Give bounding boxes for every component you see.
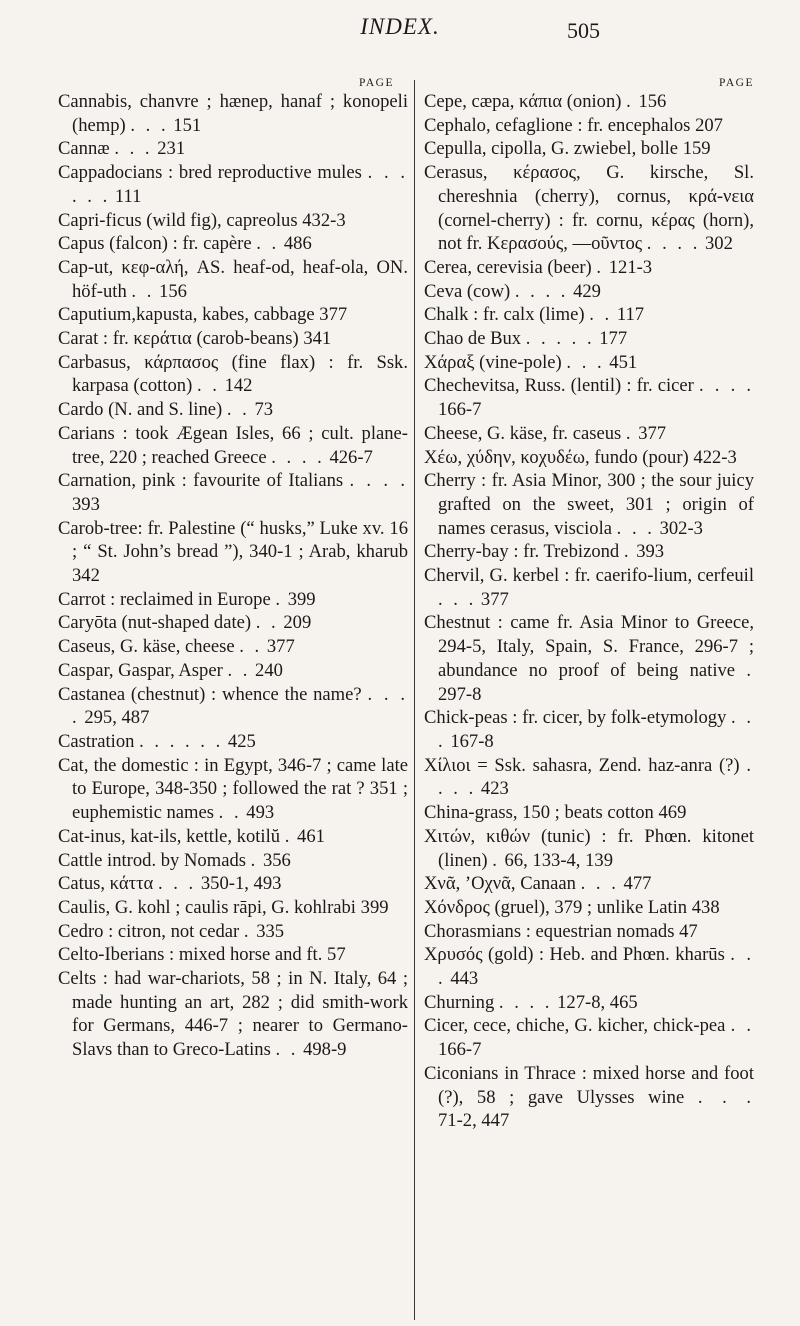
dot-leader: . [746, 659, 754, 681]
index-entry-list [424, 90, 754, 1133]
entry-page-reference: 342 [72, 565, 100, 587]
entry-text: Cat-inus, kat-ils, kettle, kotilŭ [58, 825, 281, 847]
dot-leader: . . [256, 233, 280, 255]
entry-page-reference: 240 [255, 659, 283, 681]
index-entry [424, 991, 754, 1015]
index-entry [58, 825, 408, 849]
entry-page-reference: 350-1, 493 [200, 873, 282, 895]
entry-page-reference: 302-3 [659, 517, 703, 539]
entry-text: Χιτών, κιθών (tunic) : fr. Phœn. kitonet (linen) [424, 825, 754, 871]
entry-page-reference: 231 [157, 138, 186, 160]
index-entry [424, 896, 754, 920]
entry-text: Cannæ [58, 138, 110, 160]
entry-text: Capri-ficus (wild fig), capreolus [58, 209, 298, 231]
dot-leader: . [250, 849, 259, 871]
entry-page-reference: 156 [638, 91, 667, 112]
dot-leader: . [492, 849, 500, 871]
index-entry [424, 540, 754, 564]
entry-page-reference: 451 [609, 351, 638, 373]
index-entry [424, 943, 754, 990]
index-entry [424, 611, 754, 706]
dot-leader: . . . [438, 707, 754, 752]
entry-page-reference: 335 [256, 920, 285, 942]
index-entry [58, 303, 408, 327]
index-entry [58, 327, 408, 351]
dot-leader: . [284, 825, 293, 847]
entry-page-reference: 377 [319, 304, 348, 326]
entry-text: Caulis, G. kohl ; caulis rāpi, G. kohlrabi [58, 896, 356, 918]
entry-page-reference: 477 [623, 873, 652, 895]
index-entry [424, 446, 754, 470]
entry-text: Ceva (cow) [424, 280, 511, 302]
column-divider [414, 80, 415, 1320]
entry-page-reference: 177 [599, 328, 628, 350]
entry-page-reference: 295, 487 [84, 707, 150, 729]
entry-text: Chechevitsa, Russ. (lentil) : fr. cicer [424, 375, 694, 397]
entry-page-reference: 341 [303, 328, 332, 350]
index-entry [424, 872, 754, 896]
index-entry [424, 1014, 754, 1061]
index-entry [424, 303, 754, 327]
entry-text: Cappadocians : bred reproductive mules [58, 162, 362, 184]
entry-page-reference: 111 [114, 185, 142, 207]
dot-leader: . . [239, 636, 263, 658]
entry-page-reference: 377 [480, 588, 509, 610]
entry-page-reference: 117 [616, 304, 645, 326]
entry-text: Caryōta (nut-shaped date) [58, 612, 252, 634]
entry-page-reference: 167-8 [450, 730, 494, 752]
entry-text: Ciconians in Thrace : mixed horse and foot (?), 58 ; gave Ulysses wine [424, 1062, 754, 1108]
entry-text: Χίλιοι = Ssk. sahasra, Zend. haz-anra (?) [424, 754, 740, 776]
entry-page-reference: 159 [682, 138, 711, 160]
index-entry [424, 161, 754, 256]
page-header [0, 14, 800, 44]
dot-leader: . . . . [699, 375, 754, 397]
entry-text: Celts : had war-chariots, 58 ; in N. Italy, 64 ; made hunting an art, 282 ; did smith-work for Germans, 446-7 ; nearer to Germano-Slavs than to Greco-Latins [58, 968, 408, 1061]
entry-page-reference: 142 [224, 375, 253, 397]
dot-leader: . . [226, 399, 250, 421]
dot-leader: . . . [157, 873, 197, 895]
entry-page-reference: 461 [297, 825, 325, 847]
entry-text: Caputium,kapusta, kabes, cabbage [58, 304, 315, 326]
entry-text: Cedro : citron, not cedar [58, 920, 240, 942]
index-entry [58, 588, 408, 612]
dot-leader: . . [730, 1015, 755, 1037]
dot-leader: . [626, 91, 634, 112]
entry-text: Caspar, Gaspar, Asper [58, 659, 223, 681]
dot-leader: . . [589, 304, 613, 326]
entry-page-reference: 399 [360, 896, 389, 918]
entry-page-reference: 121-3 [608, 256, 653, 278]
entry-text: Chestnut : came fr. Asia Minor to Greece, 294-5, Italy, Spain, S. France, 296-7 ; abundance no proof of being native [424, 612, 754, 681]
entry-text: Cephalo, cefaglione : fr. encephalos [424, 114, 691, 136]
dot-leader: . . [131, 280, 155, 302]
dot-leader: . . . . [498, 991, 553, 1013]
entry-text: Castration [58, 730, 135, 752]
entry-page-reference: 422-3 [693, 446, 737, 468]
dot-leader: . . . [114, 138, 153, 160]
dot-leader: . . . . [349, 470, 409, 492]
index-entry [58, 849, 408, 873]
index-entry [58, 659, 408, 683]
dot-leader: . . . [130, 114, 169, 136]
index-entry [424, 351, 754, 375]
entry-page-reference: 432-3 [302, 209, 346, 231]
dot-leader: . [275, 588, 284, 610]
page-column-label: PAGE [359, 77, 394, 89]
dot-leader: . . . [438, 588, 477, 610]
index-entry [58, 683, 408, 730]
entry-page-reference: 469 [658, 802, 687, 824]
index-entry [58, 943, 408, 967]
dot-leader: . . . . [514, 280, 569, 302]
entry-text: Chick-peas : fr. cicer, by folk-etymology [424, 707, 727, 729]
entry-page-reference: 423 [480, 778, 509, 800]
entry-text: Χνᾶ, ’Οχνᾶ, Canaan [424, 873, 576, 895]
index-entry [58, 469, 408, 516]
entry-text: Cannabis, chanvre ; hænep, hanaf ; konopeli (hemp) [58, 91, 408, 136]
dot-leader: . . . [566, 351, 605, 373]
entry-page-reference: 47 [679, 920, 698, 942]
entry-text: Cheese, G. käse, fr. caseus [424, 422, 622, 444]
index-entry [58, 754, 408, 825]
entry-text: Caseus, G. käse, cheese [58, 636, 235, 658]
entry-page-reference: 426-7 [329, 446, 373, 468]
entry-text: Chervil, G. kerbel : fr. caerifo-lium, cerfeuil [424, 565, 754, 587]
entry-text: Cerasus, κέρασος, G. kirsche, Sl. chereshnia (cherry), cornus, κρά-νεια (cornel-cherry) : fr. cornu, κέρας (horn), not fr. Κερασούς, —οῦντος [424, 162, 754, 255]
dot-leader: . [623, 541, 632, 563]
page-column-label: PAGE [719, 77, 754, 89]
dot-leader: . . [196, 375, 220, 397]
index-entry [424, 825, 754, 872]
dot-leader: . . . . [72, 683, 408, 729]
index-entry [424, 327, 754, 351]
entry-page-reference: 393 [72, 493, 100, 515]
entry-text: Cap-ut, κεφ-αλή, AS. heaf-od, heaf-ola, ON. höf-uth [58, 256, 408, 302]
entry-text: Cepe, cæpa, κάπια (onion) [424, 91, 622, 112]
entry-text: Celto-Iberians : mixed horse and ft. [58, 944, 323, 966]
index-entry [424, 90, 754, 114]
entry-text: Cardo (N. and S. line) [58, 399, 223, 421]
index-entry [58, 90, 408, 137]
dot-leader: . . . [697, 1086, 754, 1108]
entry-page-reference: 377 [638, 422, 667, 444]
entry-page-reference: 166-7 [438, 1039, 482, 1061]
entry-text: Χάραξ (vine-pole) [424, 351, 562, 373]
entry-text: Χόνδρος (gruel), 379 ; unlike Latin [424, 896, 688, 918]
index-entry [424, 374, 754, 421]
index-entry [58, 161, 408, 208]
dot-leader: . . [275, 1039, 299, 1061]
entry-page-reference: 297-8 [438, 683, 482, 705]
entry-page-reference: 57 [327, 944, 346, 966]
entry-text: Carians : took Ægean Isles, 66 ; cult. plane-tree, 220 ; reached Greece [58, 422, 408, 468]
entry-text: Χέω, χύδην, κοχυδέω, fundo (pour) [424, 446, 689, 468]
index-entry [58, 635, 408, 659]
index-entry [58, 730, 408, 754]
index-entry [58, 232, 408, 256]
entry-page-reference: 156 [159, 280, 187, 302]
index-entry [58, 872, 408, 896]
entry-page-reference: 377 [266, 636, 295, 658]
index-entry [424, 422, 754, 446]
entry-text: Castanea (chestnut) : whence the name? [58, 683, 362, 705]
index-entry [424, 564, 754, 611]
entry-page-reference: 209 [283, 612, 312, 634]
entry-page-reference: 151 [173, 114, 202, 136]
dot-leader: . . [227, 659, 251, 681]
entry-page-reference: 429 [573, 280, 601, 302]
index-entry [424, 137, 754, 161]
entry-text: Cattle introd. by Nomads [58, 849, 246, 871]
entry-page-reference: 207 [695, 114, 723, 136]
dot-leader: . [625, 422, 634, 444]
index-entry [424, 801, 754, 825]
dot-leader: . [243, 920, 252, 942]
entry-page-reference: 393 [636, 541, 665, 563]
entry-text: Chorasmians : equestrian nomads [424, 920, 675, 942]
index-entry [424, 754, 754, 801]
entry-text: Carbasus, κάρπασος (fine flax) : fr. Ssk. karpasa (cotton) [58, 351, 408, 397]
index-entry [424, 280, 754, 304]
entry-page-reference: 493 [246, 802, 275, 824]
dot-leader: . [596, 256, 605, 278]
entry-text: Cat, the domestic : in Egypt, 346-7 ; came late to Europe, 348-350 ; followed the rat ? 351 ; euphemistic names [58, 754, 408, 824]
entry-page-reference: 66, 133-4, 139 [504, 849, 613, 871]
index-entry [58, 398, 408, 422]
entry-page-reference: 443 [450, 968, 479, 990]
index-entry [424, 114, 754, 138]
dot-leader: . . . . . . [72, 162, 408, 207]
entry-page-reference: 498-9 [303, 1039, 347, 1061]
index-entry-list [58, 90, 408, 1062]
running-title: INDEX. [360, 14, 440, 39]
entry-page-reference: 425 [227, 730, 256, 752]
dot-leader: . . . . [438, 754, 755, 800]
dot-leader: . . . . [271, 446, 325, 468]
index-entry [58, 611, 408, 635]
index-entry [58, 209, 408, 233]
entry-text: Churning [424, 991, 495, 1013]
entry-page-reference: 166-7 [438, 399, 482, 421]
entry-page-reference: 73 [254, 399, 274, 421]
entry-text: Χρυσός (gold) : Heb. and Phœn. kharūs [424, 944, 725, 966]
entry-text: Carat : fr. κεράτια (carob-beans) [58, 328, 299, 350]
index-entry [424, 920, 754, 944]
dot-leader: . . [255, 612, 279, 634]
dot-leader: . . [218, 802, 242, 824]
entry-text: Cherry : fr. Asia Minor, 300 ; the sour juicy grafted on the sweet, 301 ; origin of names cerasus, visciola [424, 470, 754, 539]
index-entry [58, 517, 408, 588]
entry-text: Cherry-bay : fr. Trebizond [424, 541, 620, 563]
dot-leader: . . . [580, 873, 619, 895]
dot-leader: . . . . [646, 233, 701, 255]
index-entry [424, 706, 754, 753]
entry-text: Cicer, cece, chiche, G. kicher, chick-pea [424, 1015, 726, 1037]
index-entry [58, 967, 408, 1062]
index-entry [58, 351, 408, 398]
index-column-left [58, 76, 408, 1062]
entry-page-reference: 438 [691, 896, 720, 918]
entry-text: Carnation, pink : favourite of Italians [58, 470, 344, 492]
entry-page-reference: 356 [262, 849, 291, 871]
dot-leader: . . . [616, 517, 655, 539]
entry-text: Capus (falcon) : fr. capère [58, 233, 252, 255]
index-column-right [424, 76, 754, 1133]
entry-text: Carob-tree: fr. Palestine (“ husks,” Luke xv. 16 ; “ St. John’s bread ”), 340-1 ; Arab, kharub [58, 517, 408, 563]
page-number: 505 [567, 18, 600, 43]
index-entry [58, 422, 408, 469]
entry-page-reference: 71-2, 447 [438, 1110, 510, 1132]
index-entry [58, 256, 408, 303]
entry-text: China-grass, 150 ; beats cotton [424, 802, 654, 824]
entry-text: Catus, κάττα [58, 873, 154, 895]
entry-text: Chao de Bux [424, 328, 522, 350]
entry-text: Cepulla, cipolla, G. zwiebel, bolle [424, 138, 679, 160]
index-entry [58, 137, 408, 161]
dot-leader: . . . . . [525, 328, 595, 350]
index-entry [424, 1062, 754, 1133]
entry-page-reference: 486 [283, 233, 312, 255]
index-entry [58, 896, 408, 920]
entry-text: Cerea, cerevisia (beer) [424, 256, 592, 278]
dot-leader: . . . [438, 944, 754, 990]
index-entry [58, 920, 408, 944]
index-entry [424, 469, 754, 540]
entry-page-reference: 127-8, 465 [557, 991, 638, 1013]
entry-page-reference: 302 [705, 233, 733, 255]
index-entry [424, 256, 754, 280]
dot-leader: . . . . . . [139, 730, 224, 752]
entry-text: Carrot : reclaimed in Europe [58, 588, 271, 610]
entry-text: Chalk : fr. calx (lime) [424, 304, 585, 326]
entry-page-reference: 399 [287, 588, 316, 610]
